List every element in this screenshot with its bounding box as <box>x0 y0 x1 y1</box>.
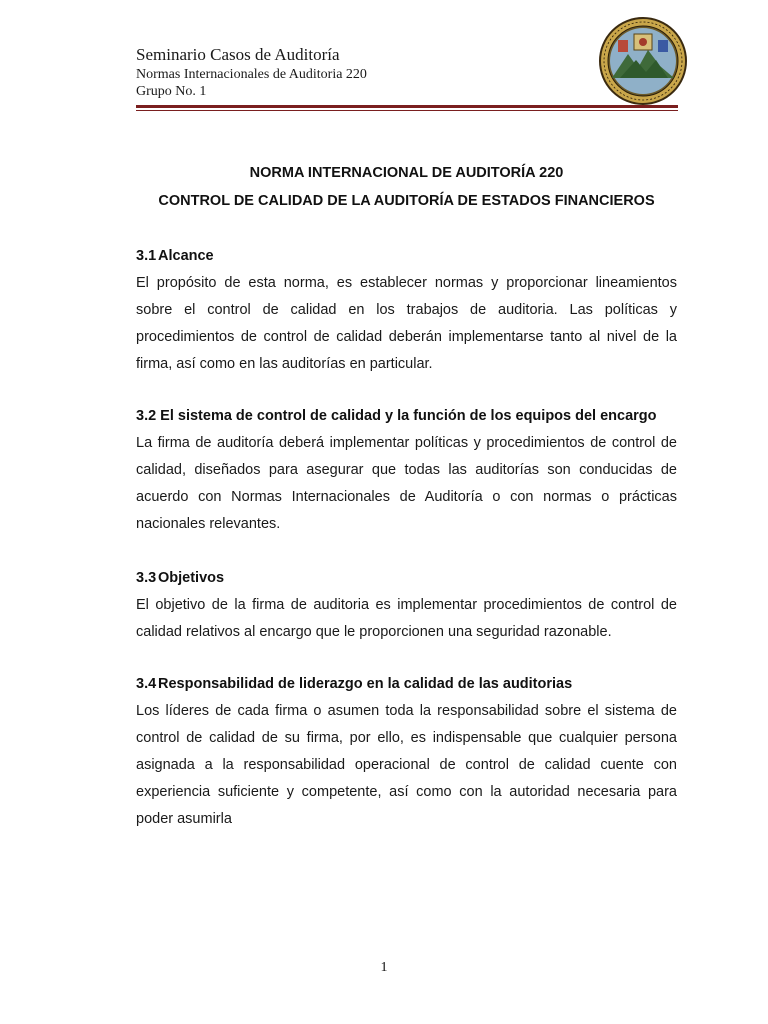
university-seal-icon <box>598 16 688 106</box>
document-heading-line2: CONTROL DE CALIDAD DE LA AUDITORÍA DE ESTADOS FINANCIEROS <box>158 193 655 209</box>
section-body: Los líderes de cada firma o asumen toda la responsabilidad sobre el sistema de control de calidad de su firma, por ello, es indispensable que cualquier persona asignada a la responsabilidad operacional de control de calidad cuente con experiencia suficiente y competente, así como con la autoridad necesaria para poder asumirla <box>136 703 677 827</box>
page-header <box>136 44 546 100</box>
section-title <box>136 675 677 693</box>
section-body: El propósito de esta norma, es establecer normas y proporcionar lineamientos sobre el control de calidad en los trabajos de auditoria. Las políticas y procedimientos de control de calidad deberán implementarse tanto al nivel de la firma, así como en las auditorías en particular. <box>136 275 677 372</box>
header-subtitle: Normas Internacionales de Auditoria 220 <box>136 67 367 82</box>
section-liderazgo <box>136 675 677 833</box>
section-heading: Alcance <box>158 248 214 264</box>
header-divider-thick <box>136 105 678 108</box>
section-heading: El sistema de control de calidad y la función de los equipos del encargo <box>160 408 657 424</box>
header-divider-thin <box>136 110 678 111</box>
header-title: Seminario Casos de Auditoría <box>136 45 340 64</box>
section-title <box>136 247 677 265</box>
section-title <box>136 569 677 587</box>
page-number: 1 <box>380 960 388 975</box>
section-heading: Objetivos <box>158 570 225 586</box>
header-group: Grupo No. 1 <box>136 84 207 99</box>
section-number: 3.1 <box>136 248 157 264</box>
section-body: La firma de auditoría deberá implementar políticas y procedimientos de control de calidad, diseñados para asegurar que todas las auditorías son conducidas de acuerdo con Normas Internacionales de Auditoría o con normas o prácticas nacionales relevantes. <box>136 435 677 532</box>
section-title <box>136 407 677 425</box>
section-heading: Responsabilidad de liderazgo en la calidad de las auditorias <box>158 676 573 692</box>
document-heading-line1: NORMA INTERNACIONAL DE AUDITORÍA 220 <box>249 165 564 181</box>
section-sistema-control <box>136 407 677 538</box>
section-number: 3.3 <box>136 570 157 586</box>
section-objetivos <box>136 569 677 646</box>
section-alcance <box>136 247 677 378</box>
section-body: El objetivo de la firma de auditoria es implementar procedimientos de control de calidad relativos al encargo que le proporcionen una seguridad razonable. <box>136 597 677 640</box>
section-number: 3.2 <box>136 408 157 424</box>
section-number: 3.4 <box>136 676 157 692</box>
